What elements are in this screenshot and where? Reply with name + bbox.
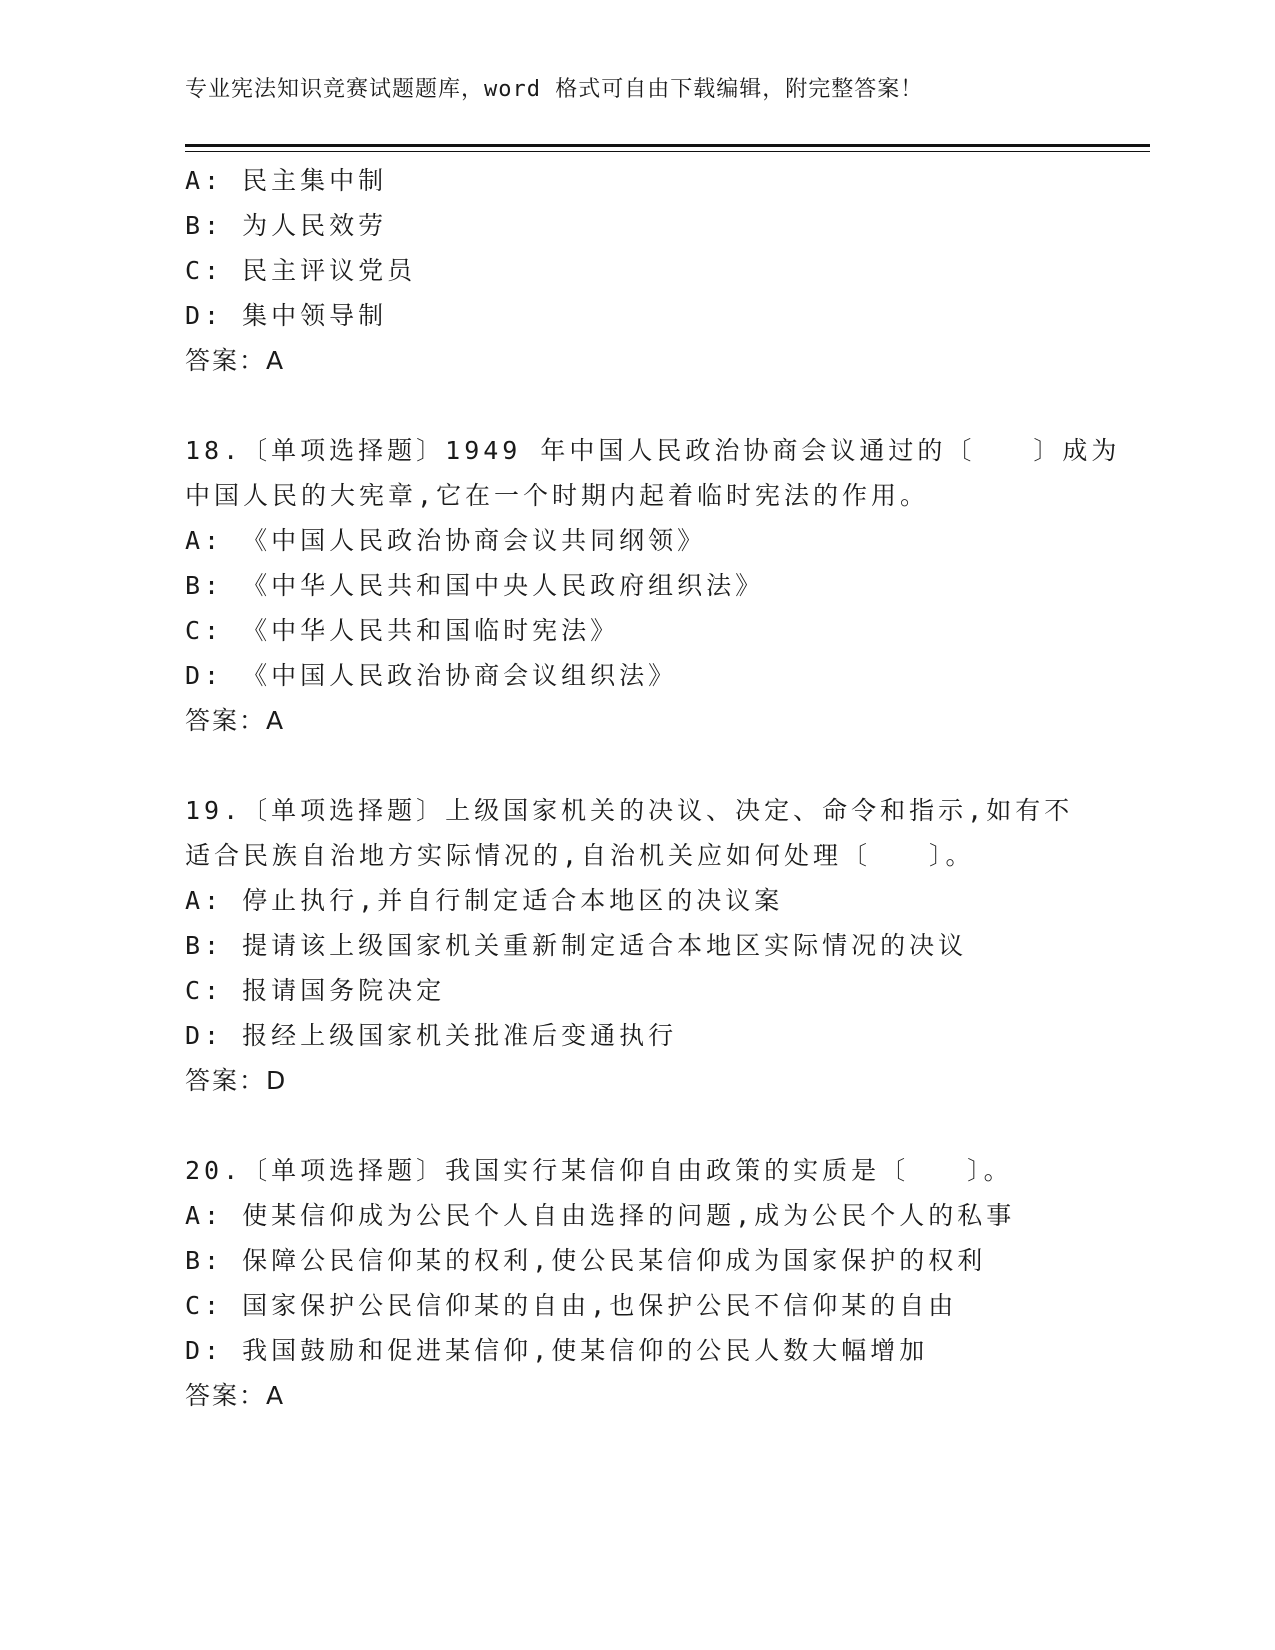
question-stem: 中国人民的大宪章,它在一个时期内起着临时宪法的作用。 xyxy=(185,481,930,510)
option-c: C: 报请国务院决定 xyxy=(185,976,446,1005)
header-rule-thin xyxy=(185,151,1150,152)
option-b: B: 为人民效劳 xyxy=(185,211,388,240)
question-19 xyxy=(185,788,1085,1103)
document-body xyxy=(185,158,1121,1418)
option-b: B: 保障公民信仰某的权利,使公民某信仰成为国家保护的权利 xyxy=(185,1246,987,1275)
question-17-continuation xyxy=(185,158,1085,383)
question-20 xyxy=(185,1148,1085,1418)
option-b: B: 《中华人民共和国中央人民政府组织法》 xyxy=(185,571,765,600)
option-a: A: 民主集中制 xyxy=(185,166,388,195)
answer: 答案：D xyxy=(185,1066,288,1095)
option-a: A: 《中国人民政治协商会议共同纲领》 xyxy=(185,526,707,555)
question-stem: 20.〔单项选择题〕我国实行某信仰自由政策的实质是〔 〕。 xyxy=(185,1156,1013,1185)
option-d: D: 《中国人民政治协商会议组织法》 xyxy=(185,661,678,690)
option-c: C: 《中华人民共和国临时宪法》 xyxy=(185,616,620,645)
option-d: D: 我国鼓励和促进某信仰,使某信仰的公民人数大幅增加 xyxy=(185,1336,929,1365)
answer: 答案：A xyxy=(185,1381,286,1410)
option-d: D: 报经上级国家机关批准后变通执行 xyxy=(185,1021,678,1050)
option-b: B: 提请该上级国家机关重新制定适合本地区实际情况的决议 xyxy=(185,931,968,960)
question-18 xyxy=(185,428,1121,743)
header-rule-thick xyxy=(185,144,1150,147)
answer: 答案：A xyxy=(185,706,286,735)
question-stem: 19.〔单项选择题〕上级国家机关的决议、决定、命令和指示,如有不 xyxy=(185,796,1074,825)
option-a: A: 使某信仰成为公民个人自由选择的问题,成为公民个人的私事 xyxy=(185,1201,1016,1230)
option-d: D: 集中领导制 xyxy=(185,301,388,330)
option-a: A: 停止执行,并自行制定适合本地区的决议案 xyxy=(185,886,784,915)
question-stem: 18.〔单项选择题〕1949 年中国人民政治协商会议通过的〔 〕成为 xyxy=(185,436,1121,465)
option-c: C: 国家保护公民信仰某的自由,也保护公民不信仰某的自由 xyxy=(185,1291,958,1320)
option-c: C: 民主评议党员 xyxy=(185,256,417,285)
question-stem: 适合民族自治地方实际情况的,自治机关应如何处理〔 〕。 xyxy=(185,841,975,870)
page-header: 专业宪法知识竞赛试题题库，word 格式可自由下载编辑，附完整答案！ xyxy=(185,77,924,102)
answer: 答案：A xyxy=(185,346,286,375)
